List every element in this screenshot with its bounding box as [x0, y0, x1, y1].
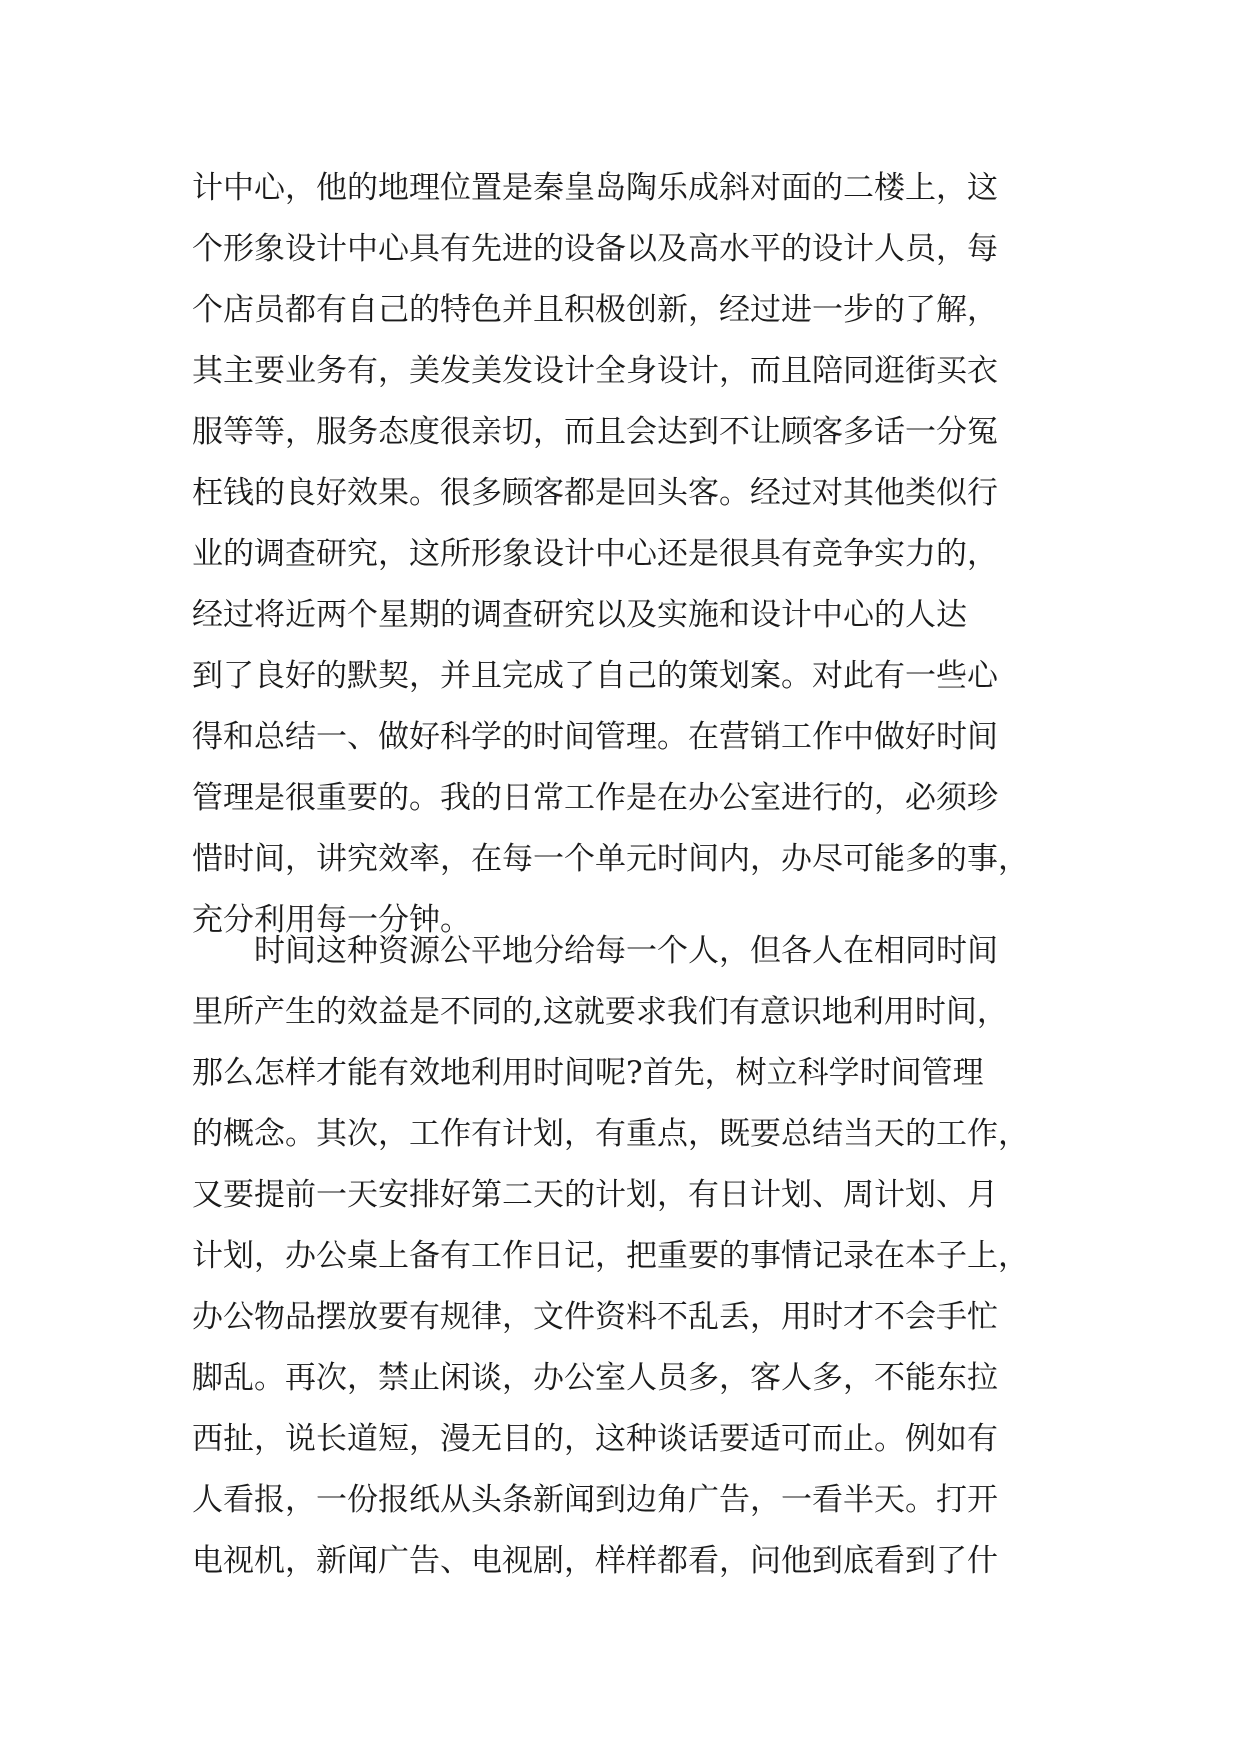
text-line: 个店员都有自己的特色并且积极创新，经过进一步的了解， — [192, 292, 998, 328]
text-line: 业的调查研究，这所形象设计中心还是很具有竞争实力的， — [192, 536, 998, 572]
text-line: 个形象设计中心具有先进的设备以及高水平的设计人员，每 — [192, 231, 998, 267]
text-line: 时间这种资源公平地分给每一个人，但各人在相同时间 — [192, 933, 998, 969]
paragraph-1 — [192, 158, 1068, 951]
text-line: 枉钱的良好效果。很多顾客都是回头客。经过对其他类似行 — [192, 475, 998, 511]
text-line: 计划，办公桌上备有工作日记，把重要的事情记录在本子上， — [192, 1238, 1029, 1274]
text-line: 的概念。其次，工作有计划，有重点，既要总结当天的工作， — [192, 1116, 1029, 1152]
text-line: 计中心，他的地理位置是秦皇岛陶乐成斜对面的二楼上，这 — [192, 170, 998, 206]
text-line: 那么怎样才能有效地利用时间呢?首先，树立科学时间管理 — [192, 1055, 984, 1091]
paragraph-2 — [192, 921, 1068, 1592]
text-line: 西扯，说长道短，漫无目的，这种谈话要适可而止。例如有 — [192, 1421, 998, 1457]
text-line: 电视机，新闻广告、电视剧，样样都看，问他到底看到了什 — [192, 1543, 998, 1579]
text-line: 充分利用每一分钟。 — [192, 902, 471, 938]
text-line: 里所产生的效益是不同的,这就要求我们有意识地利用时间， — [192, 994, 1008, 1030]
text-line: 又要提前一天安排好第二天的计划，有日计划、周计划、月 — [192, 1177, 998, 1213]
text-line: 管理是很重要的。我的日常工作是在办公室进行的，必须珍 — [192, 780, 998, 816]
text-line: 办公物品摆放要有规律，文件资料不乱丢，用时才不会手忙 — [192, 1299, 998, 1335]
text-line: 惜时间，讲究效率，在每一个单元时间内，办尽可能多的事， — [192, 841, 1029, 877]
text-line: 人看报，一份报纸从头条新闻到边角广告，一看半天。打开 — [192, 1482, 998, 1518]
text-line: 脚乱。再次，禁止闲谈，办公室人员多，客人多，不能东拉 — [192, 1360, 998, 1396]
text-line: 其主要业务有，美发美发设计全身设计，而且陪同逛街买衣 — [192, 353, 998, 389]
text-line: 服等等，服务态度很亲切，而且会达到不让顾客多话一分冤 — [192, 414, 998, 450]
text-line: 得和总结一、做好科学的时间管理。在营销工作中做好时间 — [192, 719, 998, 755]
text-line: 到了良好的默契，并且完成了自己的策划案。对此有一些心 — [192, 658, 998, 694]
text-line: 经过将近两个星期的调查研究以及实施和设计中心的人达 — [192, 597, 967, 633]
